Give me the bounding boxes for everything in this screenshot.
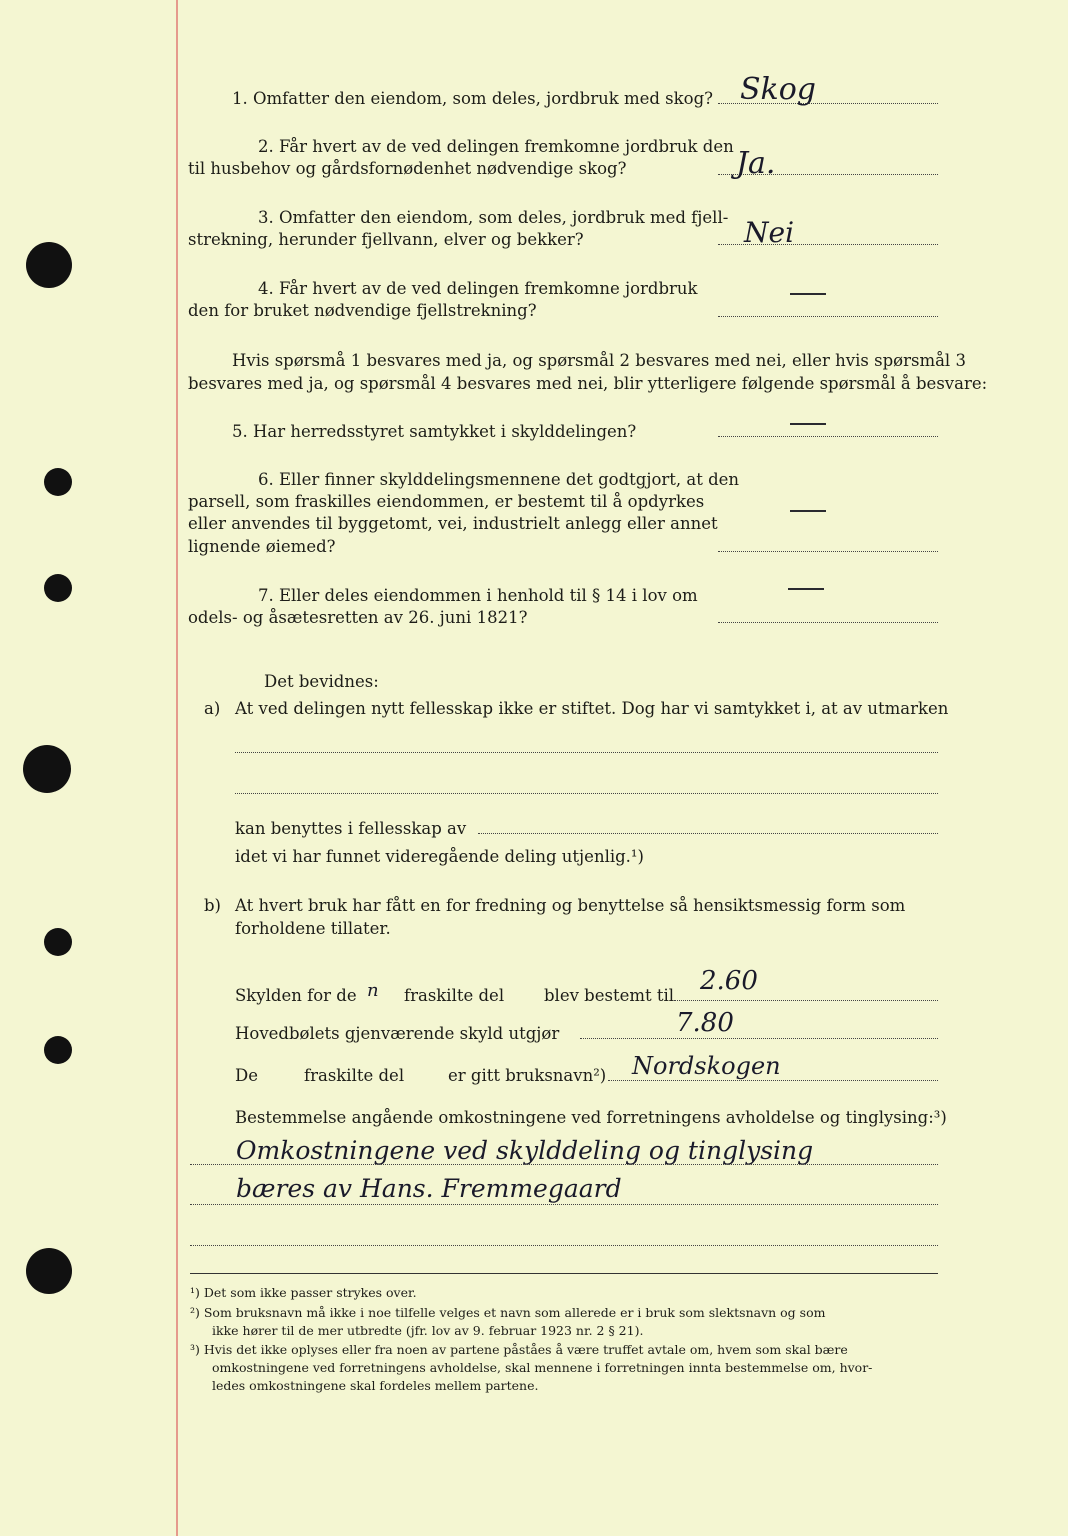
skyld-label-part-3: blev bestemt til (544, 986, 675, 1005)
skyld-label-part-2: fraskilte del (404, 986, 505, 1005)
punch-hole-3 (44, 574, 72, 602)
de-bruksnavn-label: er gitt bruksnavn²) (448, 1066, 607, 1085)
footnote-2-line-2: ikke hører til de mer utbredte (jfr. lov av 9. februar 1923 nr. 2 § 21). (212, 1323, 644, 1338)
bevidnes-a-kan: kan benyttes i fellesskap av (235, 819, 467, 838)
hovedbol-value-handwritten: 7.80 (676, 1008, 734, 1038)
bevidnes-heading: Det bevidnes: (264, 672, 379, 691)
question-3-line-1: 3. Omfatter den eiendom, som deles, jordbruk med fjell- (258, 208, 729, 227)
de-label: De (235, 1066, 258, 1085)
question-3-line-2: strekning, herunder fjellvann, elver og bekker? (188, 230, 584, 249)
answer-line-7 (718, 622, 938, 623)
skyld-label-part-1: Skylden for de (235, 986, 357, 1005)
bevidnes-b-label: b) (204, 896, 221, 915)
punch-hole-6 (44, 1036, 72, 1064)
punch-hole-2 (44, 468, 72, 496)
bestemmelse-line-3 (190, 1245, 938, 1246)
question-2-line-1: 2. Får hvert av de ved delingen fremkomne jordbruk den (258, 137, 734, 156)
answer-line-6 (718, 551, 938, 552)
bevidnes-a-idet: idet vi har funnet videregående deling utjenlig.¹) (235, 847, 644, 866)
bevidnes-a-text: At ved delingen nytt fellesskap ikke er stiftet. Dog har vi samtykket i, at av utmarken (235, 699, 949, 718)
bestemmelse-handwritten-line-1: Omkostningene ved skylddeling og tinglysing (236, 1136, 814, 1165)
fellesskap-line (478, 833, 938, 834)
hovedbol-label: Hovedbølets gjenværende skyld utgjør (235, 1024, 560, 1043)
bestemmelse-label: Bestemmelse angående omkostningene ved forretningens avholdelse og tinglysing:³) (235, 1108, 947, 1127)
footnote-3-line-3: ledes omkostningene skal fordeles mellem partene. (212, 1378, 539, 1393)
bestemmelse-line-2 (190, 1204, 938, 1205)
question-6-line-3: eller anvendes til byggetomt, vei, industrielt anlegg eller annet (188, 514, 718, 533)
question-1: 1. Omfatter den eiendom, som deles, jordbruk med skog? (232, 89, 713, 108)
answer-2-handwritten: Ja. (736, 146, 776, 181)
question-7-line-2: odels- og åsætesretten av 26. juni 1821? (188, 608, 528, 627)
question-6-line-2: parsell, som fraskilles eiendommen, er bestemt til å opdyrkes (188, 492, 705, 511)
hovedbol-value-line (580, 1038, 938, 1039)
answer-5-dash (790, 423, 826, 425)
bevidnes-b-line-1: At hvert bruk har fått en for fredning og benyttelse så hensiktsmessig form som (235, 896, 906, 915)
question-4-line-1: 4. Får hvert av de ved delingen fremkomne jordbruk (258, 279, 698, 298)
question-5: 5. Har herredsstyret samtykket i skylddelingen? (232, 422, 637, 441)
footnote-1: ¹) Det som ikke passer strykes over. (190, 1285, 417, 1300)
de-fraskilte-label: fraskilte del (304, 1066, 405, 1085)
bruksnavn-line (608, 1080, 938, 1081)
footnote-2-line-1: ²) Som bruksnavn må ikke i noe tilfelle velges et navn som allerede er i bruk som slektsnavn og som (190, 1305, 826, 1320)
bruksnavn-handwritten: Nordskogen (632, 1052, 781, 1080)
answer-6-dash (790, 510, 826, 512)
question-2-line-2: til husbehov og gårdsfornødenhet nødvendige skog? (188, 159, 627, 178)
punch-hole-7 (26, 1248, 72, 1294)
footnote-3-line-2: omkostningene ved forretningens avholdelse, skal mennene i forretningen innta bestemmelse om, hvor- (212, 1360, 873, 1375)
question-4-line-2: den for bruket nødvendige fjellstrekning? (188, 301, 537, 320)
skyld-label-handwritten-suffix: n (367, 980, 379, 1001)
utmark-line-2 (235, 793, 938, 794)
bevidnes-b-line-2: forholdene tillater. (235, 919, 391, 938)
footnote-3-line-1: ³) Hvis det ikke oplyses eller fra noen av partene påståes å være truffet avtale om, hvem som skal bære (190, 1342, 848, 1357)
conditional-intro-line-1: Hvis spørsmå 1 besvares med ja, og spørsmål 2 besvares med nei, eller hvis spørsmål 3 (232, 351, 966, 370)
skyld-value-handwritten: 2.60 (700, 966, 758, 996)
footnote-rule (190, 1273, 938, 1274)
answer-line-4 (718, 316, 938, 317)
conditional-intro-line-2: besvares med ja, og spørsmål 4 besvares med nei, blir ytterligere følgende spørsmål å besvare: (188, 374, 988, 393)
bestemmelse-handwritten-line-2: bæres av Hans. Fremmegaard (236, 1174, 622, 1203)
answer-line-5 (718, 436, 938, 437)
punch-hole-4 (23, 745, 71, 793)
margin-line (176, 0, 178, 1536)
skyld-value-line (674, 1000, 938, 1001)
utmark-line-1 (235, 752, 938, 753)
punch-hole-5 (44, 928, 72, 956)
bestemmelse-line-1 (190, 1164, 938, 1165)
question-7-line-1: 7. Eller deles eiendommen i henhold til § 14 i lov om (258, 586, 698, 605)
answer-7-dash (788, 588, 824, 590)
bevidnes-a-label: a) (204, 699, 221, 718)
punch-hole-1 (26, 242, 72, 288)
question-6-line-1: 6. Eller finner skylddelingsmennene det godtgjort, at den (258, 470, 740, 489)
answer-4-dash (790, 293, 826, 295)
answer-1-handwritten: Skog (740, 72, 816, 107)
question-6-line-4: lignende øiemed? (188, 537, 336, 556)
answer-3-handwritten: Nei (744, 216, 795, 249)
